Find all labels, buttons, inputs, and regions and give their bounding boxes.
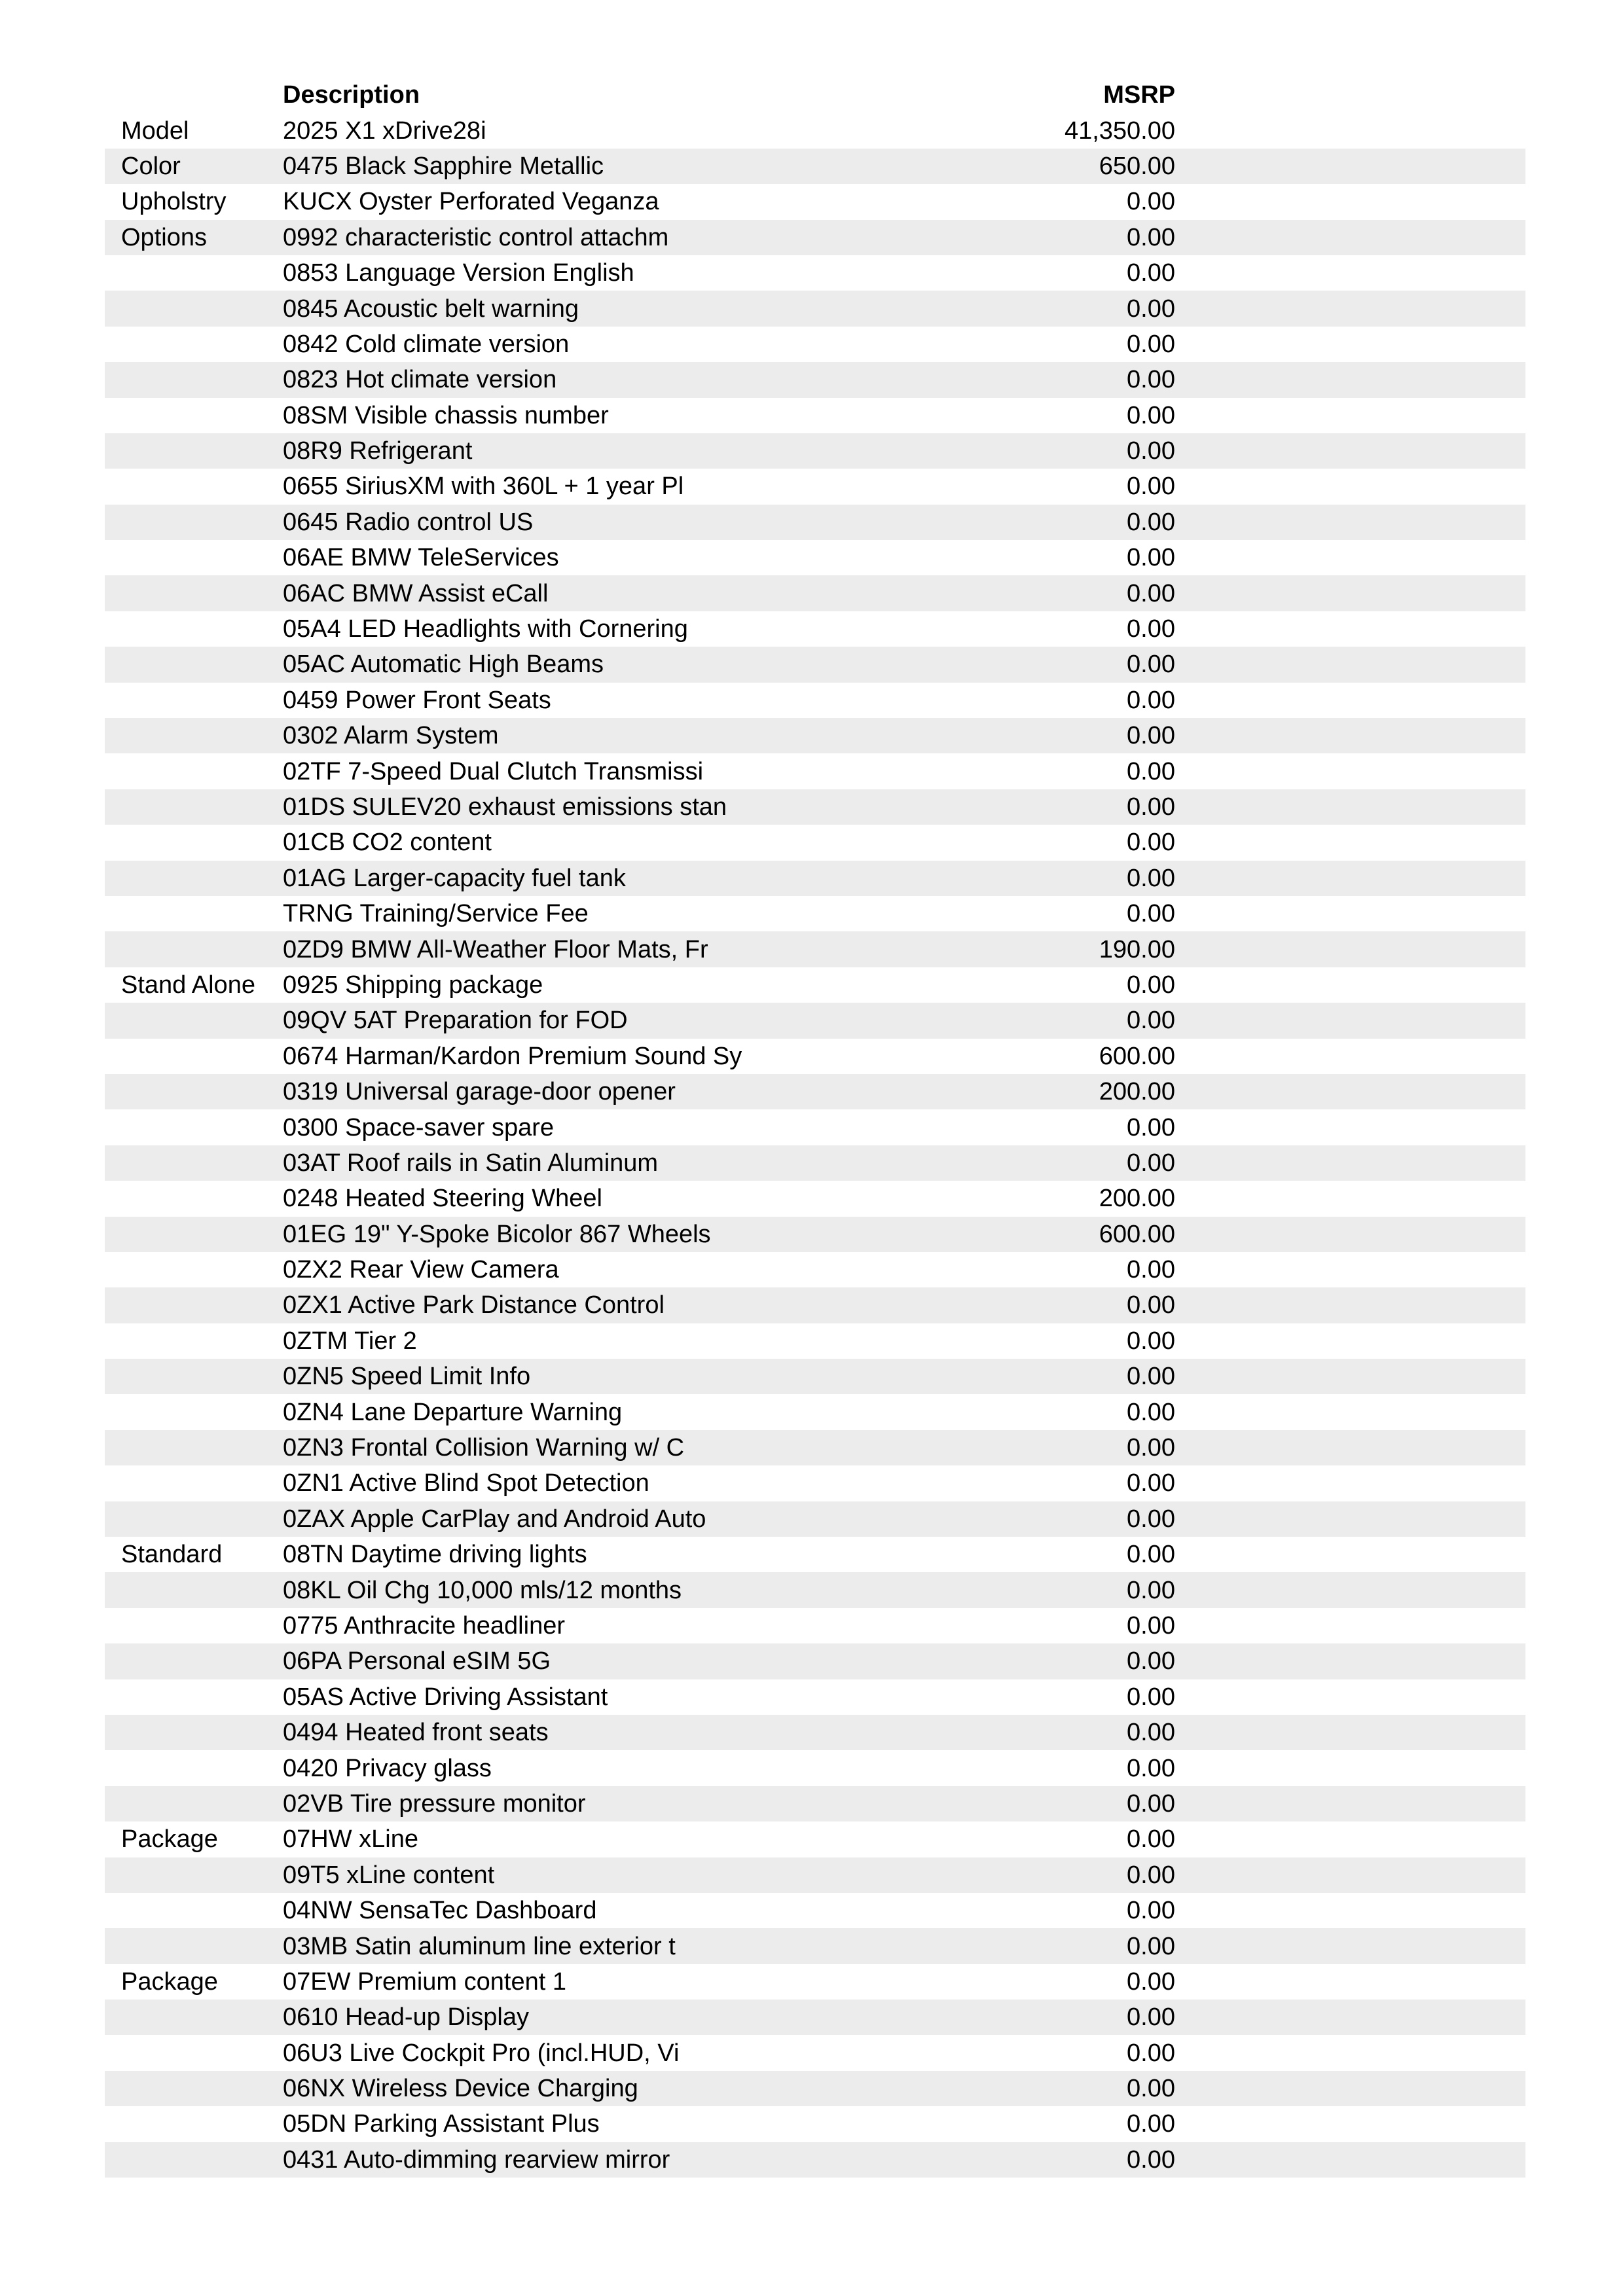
row-description: 05AS Active Driving Assistant: [283, 1683, 608, 1711]
row-msrp: 0.00: [1127, 1789, 1175, 1818]
row-msrp: 0.00: [1127, 188, 1175, 216]
table-row: [105, 1181, 1525, 1216]
row-category: Package: [121, 1967, 218, 1996]
table-row: [105, 1537, 1525, 1572]
row-description: 08SM Visible chassis number: [283, 401, 609, 429]
table-row: [105, 1608, 1525, 1643]
row-msrp: 0.00: [1127, 330, 1175, 358]
table-row: [105, 149, 1525, 184]
table-row: [105, 1928, 1525, 1964]
row-description: 0ZN5 Speed Limit Info: [283, 1363, 531, 1391]
table-row: [105, 1715, 1525, 1750]
row-description: 07EW Premium content 1: [283, 1967, 566, 1996]
row-msrp: 0.00: [1127, 2145, 1175, 2174]
row-msrp: 0.00: [1127, 1505, 1175, 1533]
row-description: 01EG 19" Y-Spoke Bicolor 867 Wheels: [283, 1220, 711, 1248]
row-description: 0823 Hot climate version: [283, 366, 557, 394]
row-description: 0ZX1 Active Park Distance Control: [283, 1291, 665, 1319]
row-description: 06PA Personal eSIM 5G: [283, 1647, 551, 1676]
table-row: [105, 1217, 1525, 1252]
row-description: 0302 Alarm System: [283, 722, 499, 750]
table-row: [105, 1750, 1525, 1785]
table-row: [105, 255, 1525, 291]
table-row: [105, 2142, 1525, 2178]
row-msrp: 0.00: [1127, 2003, 1175, 2032]
table-row: [105, 113, 1525, 148]
table-row: [105, 2035, 1525, 2070]
row-description: 2025 X1 xDrive28i: [283, 117, 486, 145]
table-row: [105, 433, 1525, 469]
row-msrp: 0.00: [1127, 1647, 1175, 1676]
row-msrp: 190.00: [1099, 935, 1175, 963]
table-row: [105, 861, 1525, 896]
table-row: [105, 2000, 1525, 2035]
table-row: [105, 1430, 1525, 1465]
table-row: [105, 505, 1525, 540]
row-description: 06AC BMW Assist eCall: [283, 579, 549, 607]
row-msrp: 0.00: [1127, 1825, 1175, 1854]
row-msrp: 0.00: [1127, 1434, 1175, 1462]
row-msrp: 0.00: [1127, 1469, 1175, 1498]
row-msrp: 0.00: [1127, 223, 1175, 251]
row-description: 0645 Radio control US: [283, 508, 534, 536]
row-description: 0475 Black Sapphire Metallic: [283, 152, 604, 180]
row-msrp: 0.00: [1127, 651, 1175, 679]
header-description: Description: [283, 81, 420, 109]
row-description: 01CB CO2 content: [283, 829, 492, 857]
row-msrp: 0.00: [1127, 1861, 1175, 1889]
row-msrp: 0.00: [1127, 1932, 1175, 1960]
row-msrp: 0.00: [1127, 2039, 1175, 2067]
row-category: Stand Alone: [121, 971, 255, 999]
table-row: [105, 184, 1525, 219]
row-description: 0ZN1 Active Blind Spot Detection: [283, 1469, 649, 1498]
row-msrp: 0.00: [1127, 864, 1175, 892]
table-row: [105, 220, 1525, 255]
row-msrp: 0.00: [1127, 1897, 1175, 1925]
row-description: 03MB Satin aluminum line exterior t: [283, 1932, 676, 1960]
row-msrp: 0.00: [1127, 1398, 1175, 1426]
row-msrp: 0.00: [1127, 757, 1175, 785]
table-row: [105, 2071, 1525, 2106]
table-row: [105, 540, 1525, 575]
row-description: 0431 Auto-dimming rearview mirror: [283, 2145, 670, 2174]
table-row: [105, 575, 1525, 611]
row-msrp: 0.00: [1127, 259, 1175, 287]
row-description: 0300 Space-saver spare: [283, 1113, 555, 1141]
row-msrp: 0.00: [1127, 1007, 1175, 1035]
table-row: [105, 718, 1525, 753]
row-description: 08TN Daytime driving lights: [283, 1541, 587, 1569]
row-msrp: 0.00: [1127, 544, 1175, 572]
row-msrp: 200.00: [1099, 1078, 1175, 1106]
table-row: [105, 825, 1525, 860]
header-msrp: MSRP: [1103, 81, 1175, 109]
row-category: Package: [121, 1825, 218, 1854]
table-row: [105, 753, 1525, 789]
row-category: Model: [121, 117, 189, 145]
table-row: [105, 1287, 1525, 1323]
row-msrp: 0.00: [1127, 1611, 1175, 1640]
row-msrp: 0.00: [1127, 401, 1175, 429]
row-description: 0610 Head-up Display: [283, 2003, 530, 2032]
row-description: 0459 Power Front Seats: [283, 686, 551, 714]
table-row: [105, 896, 1525, 931]
row-msrp: 0.00: [1127, 829, 1175, 857]
row-msrp: 0.00: [1127, 1754, 1175, 1782]
row-msrp: 0.00: [1127, 971, 1175, 999]
row-description: 0ZN4 Lane Departure Warning: [283, 1398, 623, 1426]
row-msrp: 0.00: [1127, 1149, 1175, 1177]
row-description: 09T5 xLine content: [283, 1861, 495, 1889]
table-row: [105, 2106, 1525, 2142]
row-msrp: 0.00: [1127, 437, 1175, 465]
row-category: Options: [121, 223, 207, 251]
row-description: 08KL Oil Chg 10,000 mls/12 months: [283, 1576, 682, 1604]
row-msrp: 0.00: [1127, 615, 1175, 643]
row-msrp: 0.00: [1127, 1541, 1175, 1569]
row-msrp: 600.00: [1099, 1042, 1175, 1070]
row-description: 0775 Anthracite headliner: [283, 1611, 565, 1640]
row-category: Standard: [121, 1541, 223, 1569]
table-row: [105, 1821, 1525, 1857]
row-description: 05A4 LED Headlights with Cornering: [283, 615, 688, 643]
row-msrp: 0.00: [1127, 1683, 1175, 1711]
row-msrp: 0.00: [1127, 1576, 1175, 1604]
table-row: [105, 398, 1525, 433]
table-row: [105, 1359, 1525, 1394]
table-row: [105, 683, 1525, 718]
row-description: 0248 Heated Steering Wheel: [283, 1185, 602, 1213]
row-msrp: 0.00: [1127, 1327, 1175, 1355]
table-row: [105, 611, 1525, 647]
row-description: 02TF 7-Speed Dual Clutch Transmissi: [283, 757, 704, 785]
row-description: 02VB Tire pressure monitor: [283, 1789, 586, 1818]
row-msrp: 41,350.00: [1064, 117, 1175, 145]
table-row: [105, 1501, 1525, 1537]
row-description: 0992 characteristic control attachm: [283, 223, 669, 251]
table-body: [105, 113, 1525, 2178]
table-row: [105, 1145, 1525, 1181]
table-row: [105, 1074, 1525, 1109]
row-description: 0319 Universal garage-door opener: [283, 1078, 676, 1106]
row-description: KUCX Oyster Perforated Veganza: [283, 188, 659, 216]
row-description: 06NX Wireless Device Charging: [283, 2075, 638, 2103]
row-msrp: 0.00: [1127, 1291, 1175, 1319]
table-row: [105, 1465, 1525, 1501]
row-description: 06AE BMW TeleServices: [283, 544, 559, 572]
row-msrp: 0.00: [1127, 366, 1175, 394]
table-row: [105, 967, 1525, 1003]
table-row: [105, 1109, 1525, 1145]
vehicle-options-table: [105, 77, 1525, 2178]
row-description: 04NW SensaTec Dashboard: [283, 1897, 597, 1925]
row-msrp: 0.00: [1127, 579, 1175, 607]
table-row: [105, 931, 1525, 967]
table-row: [105, 1964, 1525, 2000]
row-description: 09QV 5AT Preparation for FOD: [283, 1007, 628, 1035]
table-row: [105, 647, 1525, 682]
row-msrp: 0.00: [1127, 508, 1175, 536]
table-row: [105, 1003, 1525, 1038]
row-description: 0655 SiriusXM with 360L + 1 year Pl: [283, 473, 684, 501]
row-description: 0674 Harman/Kardon Premium Sound Sy: [283, 1042, 742, 1070]
table-row: [105, 1252, 1525, 1287]
row-description: 0494 Heated front seats: [283, 1719, 549, 1747]
table-row: [105, 469, 1525, 504]
row-description: 0ZAX Apple CarPlay and Android Auto: [283, 1505, 706, 1533]
row-description: 0ZX2 Rear View Camera: [283, 1256, 559, 1284]
row-description: 0ZN3 Frontal Collision Warning w/ C: [283, 1434, 685, 1462]
row-msrp: 0.00: [1127, 722, 1175, 750]
row-category: Upholstry: [121, 188, 227, 216]
row-msrp: 0.00: [1127, 473, 1175, 501]
table-row: [105, 327, 1525, 362]
table-row: [105, 1643, 1525, 1679]
row-category: Color: [121, 152, 181, 180]
row-description: 03AT Roof rails in Satin Aluminum: [283, 1149, 659, 1177]
row-description: 0ZD9 BMW All-Weather Floor Mats, Fr: [283, 935, 708, 963]
row-description: 0842 Cold climate version: [283, 330, 570, 358]
row-msrp: 0.00: [1127, 686, 1175, 714]
row-description: 0845 Acoustic belt warning: [283, 295, 579, 323]
row-description: 01AG Larger-capacity fuel tank: [283, 864, 626, 892]
table-row: [105, 291, 1525, 326]
table-row: [105, 1572, 1525, 1607]
table-row: [105, 1679, 1525, 1715]
table-row: [105, 789, 1525, 825]
table-row: [105, 1323, 1525, 1359]
row-msrp: 600.00: [1099, 1220, 1175, 1248]
row-msrp: 0.00: [1127, 2075, 1175, 2103]
row-description: 06U3 Live Cockpit Pro (incl.HUD, Vi: [283, 2039, 680, 2067]
table-row: [105, 1394, 1525, 1429]
table-row: [105, 1786, 1525, 1821]
table-row: [105, 1893, 1525, 1928]
row-msrp: 0.00: [1127, 1719, 1175, 1747]
row-msrp: 0.00: [1127, 1967, 1175, 1996]
table-row: [105, 362, 1525, 397]
row-msrp: 0.00: [1127, 793, 1175, 821]
row-msrp: 0.00: [1127, 2110, 1175, 2138]
row-description: 0853 Language Version English: [283, 259, 634, 287]
row-description: 0420 Privacy glass: [283, 1754, 492, 1782]
row-description: 08R9 Refrigerant: [283, 437, 473, 465]
row-msrp: 0.00: [1127, 900, 1175, 928]
table-row: [105, 1857, 1525, 1893]
row-description: TRNG Training/Service Fee: [283, 900, 589, 928]
row-msrp: 0.00: [1127, 1363, 1175, 1391]
row-msrp: 200.00: [1099, 1185, 1175, 1213]
row-description: 0925 Shipping package: [283, 971, 543, 999]
row-msrp: 0.00: [1127, 295, 1175, 323]
table-header-row: [105, 77, 1525, 113]
row-msrp: 650.00: [1099, 152, 1175, 180]
row-description: 07HW xLine: [283, 1825, 418, 1854]
row-msrp: 0.00: [1127, 1113, 1175, 1141]
row-description: 05DN Parking Assistant Plus: [283, 2110, 600, 2138]
row-description: 01DS SULEV20 exhaust emissions stan: [283, 793, 727, 821]
row-description: 0ZTM Tier 2: [283, 1327, 417, 1355]
table-row: [105, 1039, 1525, 1074]
row-msrp: 0.00: [1127, 1256, 1175, 1284]
row-description: 05AC Automatic High Beams: [283, 651, 604, 679]
